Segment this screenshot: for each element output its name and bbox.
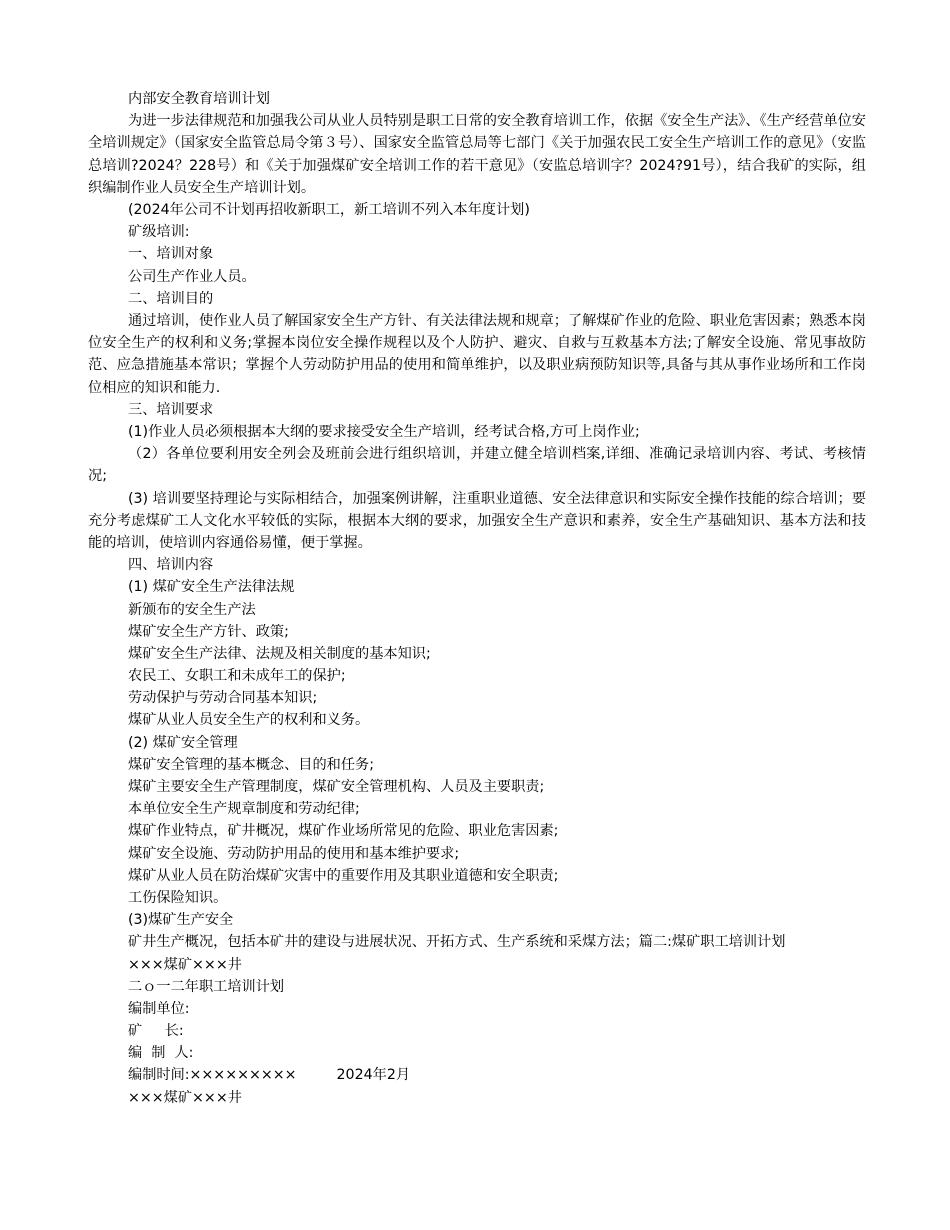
requirement-3: (3) 培训要坚持理论与实际相结合，加强案例讲解，注重职业道德、安全法律意识和实际安全操作技能的综合培训；要充分考虑煤矿工人文化水平较低的实际，根据本大纲的要求，加强安全生产意识和素养，安全生产基础知识、基本方法和技能的培训，使培训内容通俗易懂，便于掌握。 bbox=[88, 490, 866, 551]
content-2-item: 煤矿安全管理的基本概念、目的和任务; bbox=[128, 756, 374, 773]
cover-date: 2024年2月 bbox=[336, 1067, 411, 1084]
requirement-1: (1)作业人员必须根据本大纲的要求接受安全生产培训，经考试合格,方可上岗作业; bbox=[128, 423, 640, 440]
content-2-item: 煤矿主要安全生产管理制度，煤矿安全管理机构、人员及主要职责; bbox=[128, 779, 545, 796]
section-4-heading: 四、培训内容 bbox=[128, 557, 214, 574]
content-3-heading: (3)煤矿生产安全 bbox=[128, 912, 234, 929]
content-3-body: 矿井生产概况，包括本矿井的建设与进展状况、开拓方式、生产系统和采煤方法；篇二:煤矿职工培训计划 bbox=[128, 934, 786, 951]
content-2-item: 本单位安全生产规章制度和劳动纪律; bbox=[128, 801, 360, 818]
content-1-item: 劳动保护与劳动合同基本知识; bbox=[128, 690, 318, 707]
cover-plan-title: 二ｏ一二年职工培训计划 bbox=[128, 978, 285, 995]
mine-level-heading: 矿级培训: bbox=[128, 224, 190, 241]
content-1-item: 煤矿安全生产方针、政策; bbox=[128, 623, 289, 640]
content-2-item: 工伤保险知识。 bbox=[128, 889, 228, 906]
document-title: 内部安全教育培训计划 bbox=[128, 91, 270, 107]
section-3-heading: 三、培训要求 bbox=[128, 401, 214, 418]
section-1-heading: 一、培训对象 bbox=[128, 246, 214, 263]
content-1-item: 煤矿安全生产法律、法规及相关制度的基本知识; bbox=[128, 645, 431, 662]
cover-director-label: 矿 长: bbox=[128, 1023, 184, 1040]
cover-unit-label: 编制单位: bbox=[128, 1000, 190, 1017]
content-2-heading: (2) 煤矿安全管理 bbox=[128, 734, 238, 751]
section-2-body: 通过培训，使作业人员了解国家安全生产方针、有关法律法规和规章；了解煤矿作业的危险、职业危害因素；熟悉本岗位安全生产的权利和义务;掌握本岗位安全操作规程以及个人防护、避灾、自救与互救基本方法;了解安全设施、常见事故防范、应急措施基本常识；掌握个人劳动防护用品的使用和简单维护，以及职业病预防知识等,具备与其从事作业场所和工作岗位相应的知识和能力. bbox=[88, 312, 866, 396]
intro-paragraph: 为进一步法律规范和加强我公司从业人员特别是职工日常的安全教育培训工作，依据《安全生产法》、《生产经营单位安全培训规定》（国家安全监管总局令第３号）、国家安全监管总局等七部门《关于加强农民工安全生产培训工作的意见》（安监总培训?2024？228号）和《关于加强煤矿安全培训工作的若干意见》（安监总培训字？2024?91号），结合我矿的实际，组织编制作业人员安全生产培训计划。 bbox=[88, 113, 866, 196]
content-1-item: 农民工、女职工和未成年工的保护; bbox=[128, 668, 346, 685]
section-1-body: 公司生产作业人员。 bbox=[128, 268, 256, 285]
content-2-item: 煤矿从业人员在防治煤矿灾害中的重要作用及其职业道德和安全职责; bbox=[128, 867, 559, 884]
content-1-heading: (1) 煤矿安全生产法律法规 bbox=[128, 579, 295, 596]
cover-compiler-label: 编 制 人: bbox=[128, 1045, 194, 1062]
cover-mine-name-footer: ×××煤矿×××井 bbox=[128, 1089, 242, 1106]
cover-time-label: 编制时间:××××××××× bbox=[128, 1067, 297, 1084]
requirement-2: （2）各单位要利用安全列会及班前会进行组织培训，并建立健全培训档案,详细、准确记录培训内容、考试、考核情况; bbox=[88, 446, 866, 485]
cover-time-line bbox=[88, 1064, 866, 1086]
document-body bbox=[88, 88, 866, 1109]
cover-mine-name: ×××煤矿×××井 bbox=[128, 956, 242, 973]
content-1-item: 煤矿从业人员安全生产的权利和义务。 bbox=[128, 712, 370, 729]
content-1-item: 新颁布的安全生产法 bbox=[128, 601, 256, 618]
section-2-heading: 二、培训目的 bbox=[128, 290, 214, 307]
content-2-item: 煤矿作业特点，矿井概况，煤矿作业场所常见的危险、职业危害因素; bbox=[128, 823, 559, 840]
content-2-item: 煤矿安全设施、劳动防护用品的使用和基本维护要求; bbox=[128, 845, 460, 862]
plan-note: (2024年公司不计划再招收新职工，新工培训不列入本年度计划) bbox=[128, 202, 530, 218]
